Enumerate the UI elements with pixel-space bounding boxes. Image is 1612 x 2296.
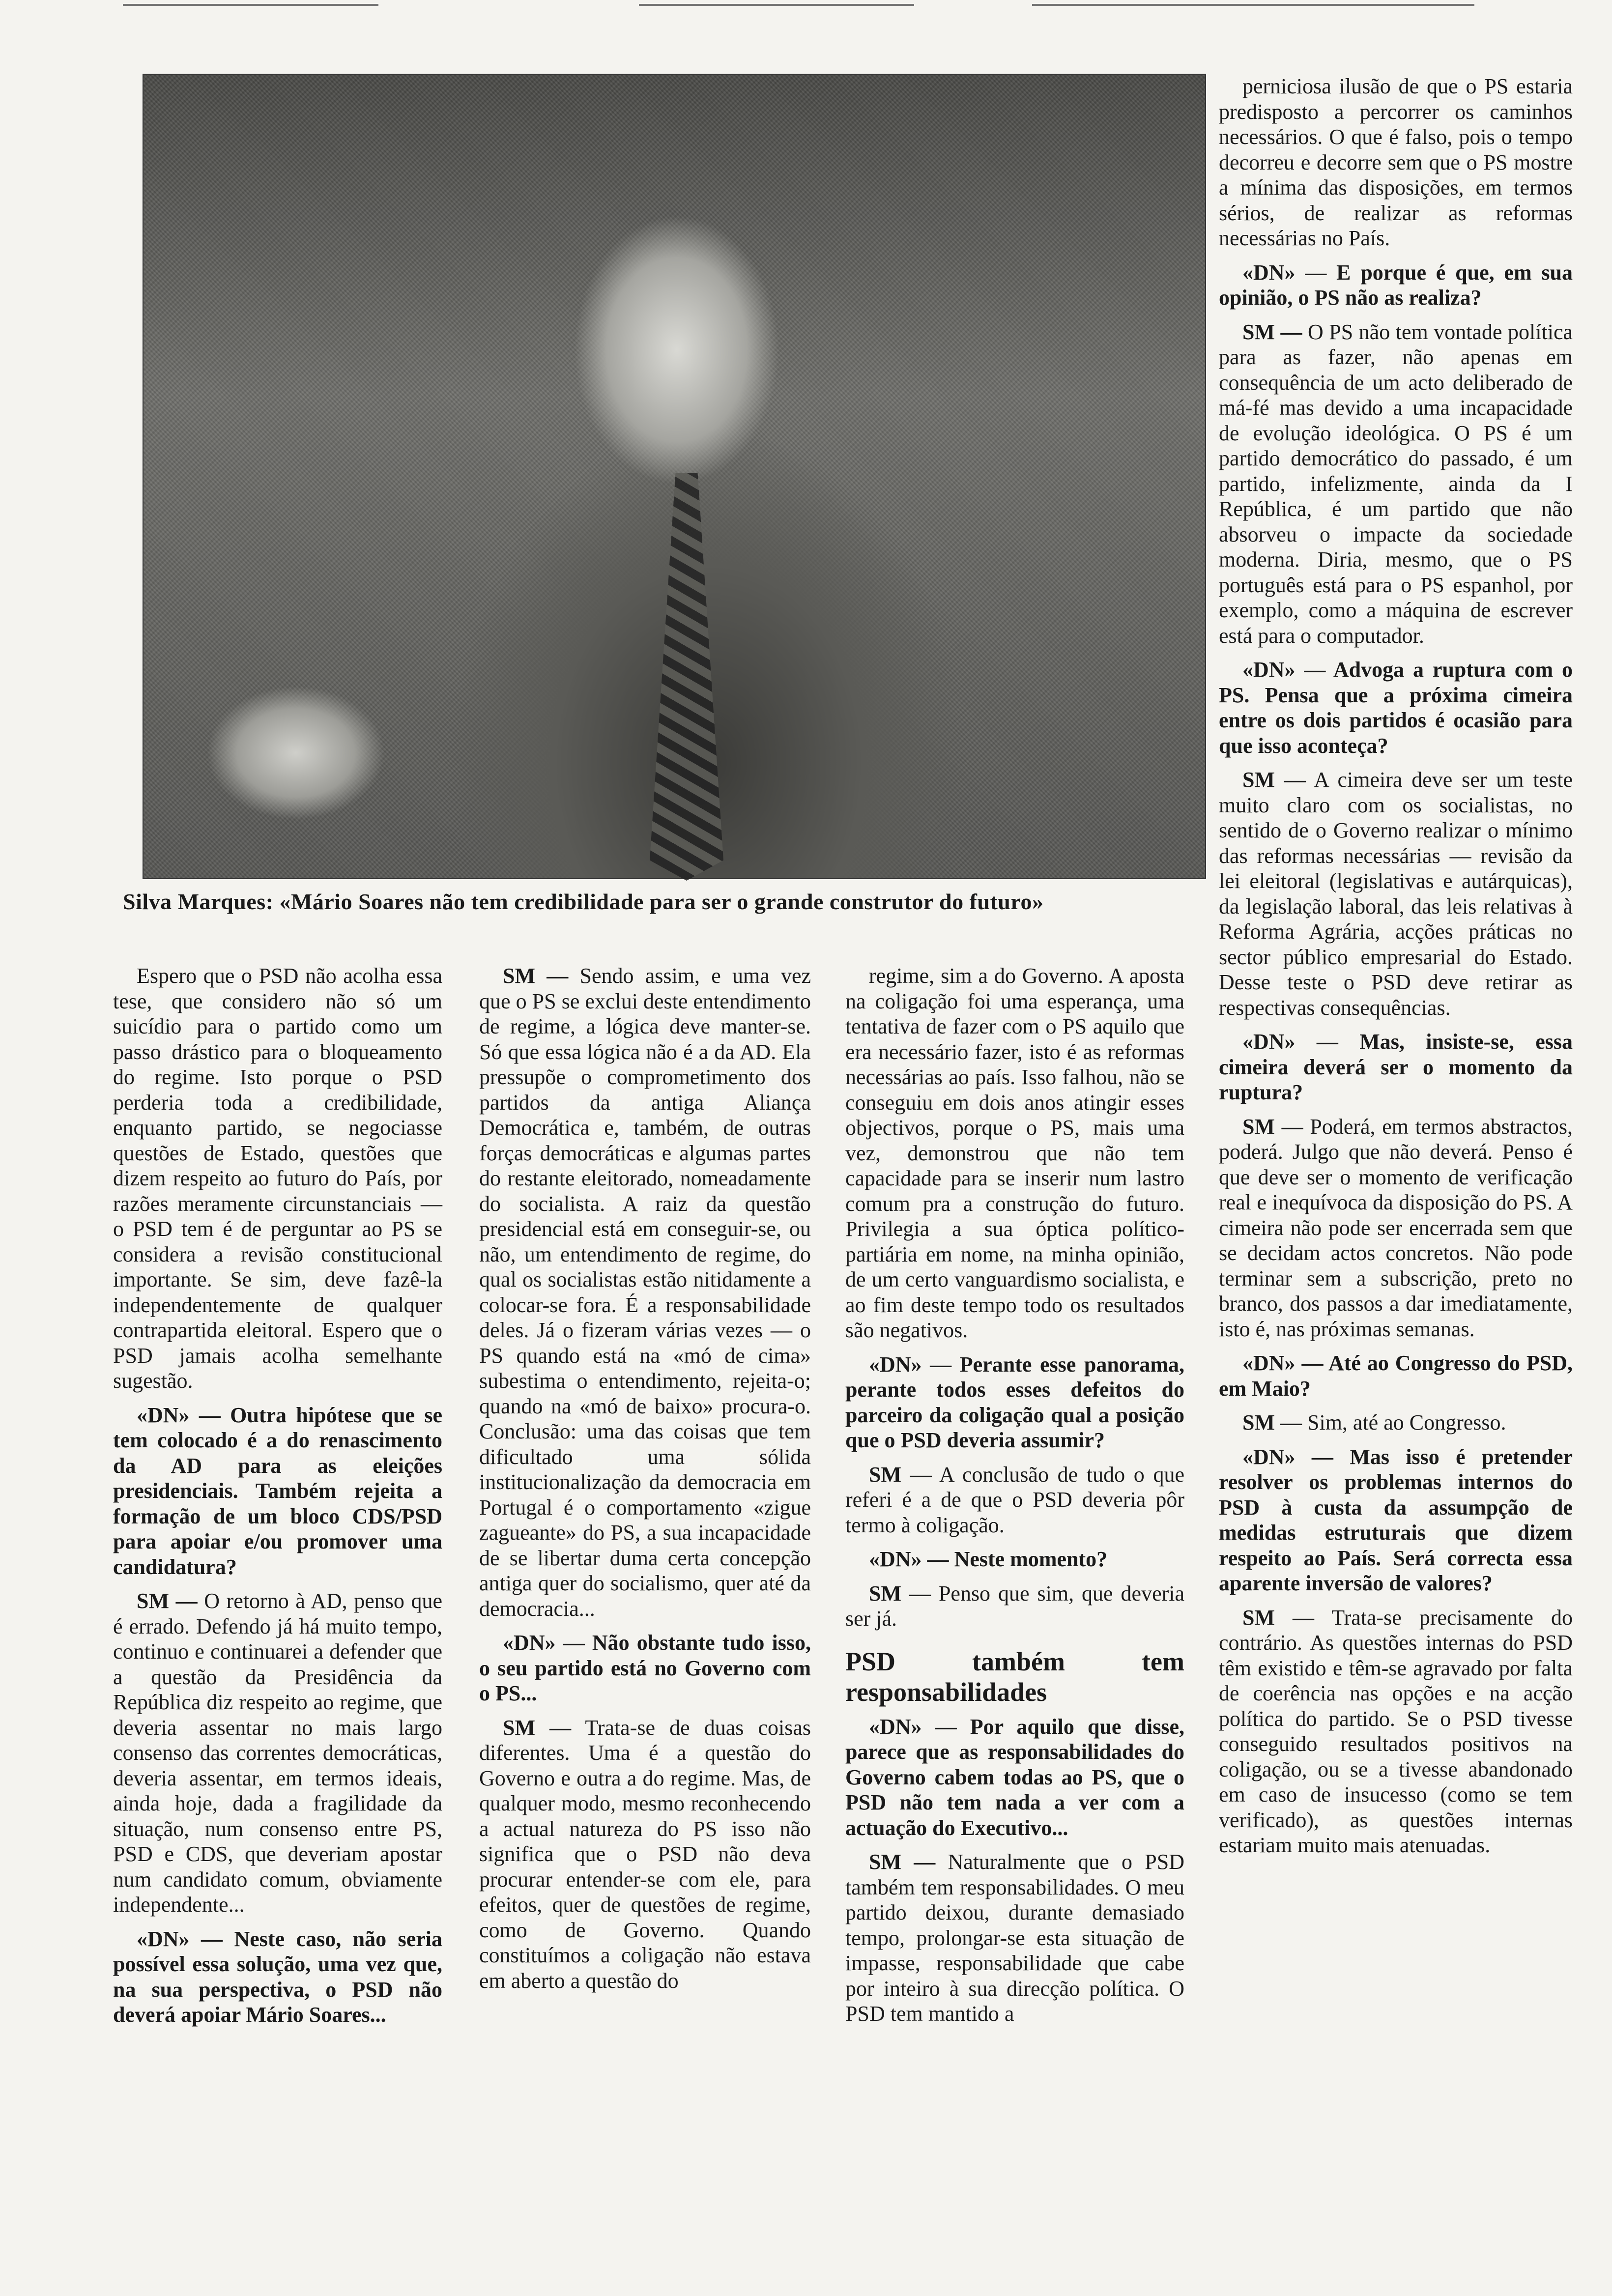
top-rule-2: [639, 4, 914, 6]
interview-paragraph: [113, 963, 442, 1394]
portrait-photo: [143, 74, 1206, 879]
paragraph-text: Perante esse panorama, perante todos esses defeitos do parceiro da coligação qual a posição que o PSD deveria assumir?: [845, 1352, 1184, 1452]
interview-paragraph: [113, 1588, 442, 1918]
article-column-4: [1219, 74, 1573, 1867]
speaker-label: SM —: [1242, 1410, 1302, 1435]
interview-question: [1219, 657, 1573, 758]
paragraph-text: Neste caso, não seria possível essa solução, uma vez que, na sua perspectiva, o PSD não deverá apoiar Mário Soares...: [113, 1926, 443, 2027]
paragraph-text: Trata-se precisamente do contrário. As questões internas do PSD têm existido e têm-se agravado por falta de coerência nas opções e na acção política do partido. Se o PSD tivesse conseguido resultados positivos na coligação, ou se a tivesse abandonado em caso de insucesso (como se tem verificado), as questões internas estariam muito mais atenuadas.: [1219, 1605, 1573, 1857]
section-subheading: PSD também tem responsabilidades: [845, 1646, 1184, 1707]
paragraph-text: Trata-se de duas coisas diferentes. Uma é a questão do Governo e outra a do regime. Mas, de qualquer modo, mesmo reconhecendo a actual natureza do PS isso não significa que o PSD não deva procurar entender-se com ele, para efeitos, quer de questões de regime, como de Governo. Quando constituímos a coligação não estava em aberto a questão do: [479, 1715, 811, 1993]
paragraph-text: A cimeira deve ser um teste muito claro com os socialistas, no sentido de o Governo realizar o mínimo das reformas necessárias — revisão da lei eleitoral (legislativas e autárquicas), da legislação laboral, das leis relativas à Reforma Agrária, acções práticas no sector público empresarial do Estado. Desse teste o PSD deve retirar as respectivas consequências.: [1219, 768, 1573, 1020]
paragraph-text: Por aquilo que disse, parece que as responsabilidades do Governo cabem todas ao PS, que o PSD não tem nada a ver com a actuação do Executivo...: [845, 1714, 1184, 1840]
paragraph-text: E porque é que, em sua opinião, o PS não as realiza?: [1219, 260, 1573, 310]
paragraph-text: Neste momento?: [954, 1547, 1108, 1571]
speaker-label: «DN» —: [1242, 260, 1327, 285]
interview-paragraph: [1219, 1605, 1573, 1858]
paragraph-text: Espero que o PSD não acolha essa tese, que considero não só um suicídio para o partido como um passo drástico para o bloqueamento do regime. Isto porque o PSD perderia toda a credibilidade, enquanto partido, se negociasse questões de Estado, questões que dizem respeito ao futuro do País, por razões meramente circunstanciais — o PSD tem é de perguntar ao PS se considera a revisão constitucional importante. Se sim, deve fazê-la independentemente de qualquer contrapartida eleitoral. Espero que o PSD jamais acolha semelhante sugestão.: [113, 964, 442, 1393]
interview-question: [1219, 260, 1573, 311]
paragraph-text: Mas, insiste-se, essa cimeira deverá ser o momento da ruptura?: [1219, 1030, 1573, 1104]
interview-paragraph: [845, 1849, 1184, 2027]
speaker-label: «DN» —: [869, 1714, 957, 1739]
paragraph-text: Naturalmente que o PSD também tem responsabilidades. O meu partido deixou, durante demasiado tempo, prolongar-se esta situação de impasse, responsabilidade que cabe por inteiro à sua direcção política. O PSD tem mantido a: [845, 1850, 1184, 2026]
speaker-label: «DN» —: [1242, 658, 1326, 682]
paragraph-text: Mas isso é pretender resolver os problemas internos do PSD à custa da assumpção de medidas estruturais que dizem respeito ao País. Será correcta essa aparente inversão de valores?: [1219, 1444, 1573, 1595]
interview-question: [845, 1547, 1184, 1572]
speaker-label: SM —: [1242, 1605, 1315, 1630]
article-column-1: [113, 963, 442, 2037]
speaker-label: SM —: [503, 1715, 572, 1740]
speaker-label: SM —: [869, 1581, 931, 1606]
article-column-2: [479, 963, 811, 2002]
interview-question: [113, 1926, 442, 2028]
interview-paragraph: [479, 1715, 811, 1994]
speaker-label: SM —: [503, 964, 569, 988]
speaker-label: «DN» —: [1242, 1444, 1333, 1469]
paragraph-text: regime, sim a do Governo. A aposta na coligação foi uma esperança, uma tentativa de fazer com o PS aquilo que era necessário fazer, isto é as reformas necessárias ao país. Isso falhou, não se conseguiu em dois anos atingir esses objectivos, porque o PS, mais uma vez, demonstrou que não tem capacidade para se inserir num lastro comum pra a construção do futuro. Privilegia a sua óptica político-partiária em nome, na minha opinião, de um certo vanguardismo socialista, e ao fim deste tempo todo os resultados são negativos.: [845, 964, 1184, 1342]
interview-paragraph: [845, 963, 1184, 1343]
paragraph-text: Sendo assim, e uma vez que o PS se exclui deste entendimento de regime, a lógica deve manter-se. Só que essa lógica não é a da AD. Ela pressupõe o comprometimento dos partidos da antiga Aliança Democrática e, também, de outras forças democráticas e algumas partes do restante eleitorado, nomeadamente do socialista. A raiz da questão presidencial está em conseguir-se, ou não, um entendimento de regime, do qual os socialistas estão nitidamente a colocar-se fora. É a responsabilidade deles. Já o fizeram várias vezes — o PS quando está na «mó de cima» subestima o entendimento, rejeita-o; quando na «mó de baixo» procura-o. Conclusão: uma das coisas que tem dificultado uma sólida institucionalização da democracia em Portugal é o comportamento «zigue zagueante» do PS, a sua incapacidade de se libertar duma certa concepção antiga quer do socialismo, quer até da democracia...: [479, 964, 811, 1621]
paragraph-text: Não obstante tudo isso, o seu partido está no Governo com o PS...: [479, 1631, 811, 1705]
speaker-label: SM —: [137, 1589, 198, 1613]
interview-paragraph: [1219, 1410, 1573, 1435]
interview-question: [1219, 1029, 1573, 1105]
paragraph-text: O retorno à AD, penso que é errado. Defendo já há muito tempo, continuo e continuarei a defender que a questão da Presidência da República diz respeito ao regime, que deveria assentar no mais largo consenso das correntes democráticas, deveria assentar, em termos ideais, ainda hoje, dada a fragilidade da situação, num consenso entre PS, PSD e CDS, que deveriam apostar num candidato comum, obviamente independente...: [113, 1589, 443, 1917]
paragraph-text: Outra hipótese que se tem colocado é a do renascimento da AD para as eleições presidenciais. Também rejeita a formação de um bloco CDS/PSD para apoiar e/ou promover uma candidatura?: [113, 1403, 443, 1579]
interview-paragraph: [845, 1462, 1184, 1538]
paragraph-text: Sim, até ao Congresso.: [1307, 1410, 1506, 1435]
paragraph-text: Advoga a ruptura com o PS. Pensa que a próxima cimeira entre os dois partidos é ocasião para que isso aconteça?: [1219, 658, 1573, 758]
paragraph-text: A conclusão de tudo o que referi é a de que o PSD deveria pôr termo à coligação.: [845, 1462, 1184, 1537]
interview-question: [1219, 1350, 1573, 1401]
photo-caption: Silva Marques: «Mário Soares não tem credibilidade para ser o grande construtor do futuro»: [123, 889, 1044, 914]
interview-question: [1219, 1444, 1573, 1596]
speaker-label: «DN» —: [869, 1547, 949, 1571]
paragraph-text: Poderá, em termos abstractos, poderá. Julgo que não deverá. Penso é que deve ser o momento de verificação real e inequívoca da disposição do PS. A cimeira não pode ser encerrada sem que se decidam actos concretos. Não pode terminar sem a subscrição, preto no branco, dos passos a dar imediatamente, isto é, nas próximas semanas.: [1219, 1114, 1573, 1341]
photo-tie-detail: [650, 473, 723, 881]
top-rule-3: [1032, 4, 1474, 6]
speaker-label: SM —: [869, 1462, 932, 1487]
interview-paragraph: [845, 1581, 1184, 1632]
paragraph-text: Penso que sim, que deveria ser já.: [845, 1581, 1185, 1631]
interview-question: [479, 1630, 811, 1706]
paragraph-text: perniciosa ilusão de que o PS estaria predisposto a percorrer os caminhos necessários. O que é falso, pois o tempo decorreu e decorre sem que o PS mostre a mínima das disposições, em termos sérios, de realizar as reformas necessárias no País.: [1219, 74, 1573, 250]
speaker-label: «DN» —: [137, 1403, 221, 1427]
speaker-label: SM —: [1242, 1114, 1303, 1139]
interview-question: [845, 1714, 1184, 1841]
paragraph-text: O PS não tem vontade política para as fazer, não apenas em consequência de um acto deliberado de má-fé mas devido a uma incapacidade de evolução ideológica. O PS é um partido democrático do passado, é um partido, infelizmente, ainda da I República, é um partido que não absorveu o impacte da sociedade moderna. Diria, mesmo, que o PS português está para o PS espanhol, por exemplo, como a máquina de escrever está para o computador.: [1219, 319, 1573, 648]
article-column-3: [845, 963, 1184, 2036]
interview-paragraph: [1219, 1114, 1573, 1342]
interview-paragraph: [1219, 319, 1573, 649]
interview-question: [113, 1403, 442, 1580]
speaker-label: SM —: [869, 1850, 936, 1874]
interview-paragraph: [479, 963, 811, 1621]
speaker-label: SM —: [1242, 768, 1306, 792]
speaker-label: «DN» —: [503, 1631, 585, 1655]
interview-paragraph: [1219, 767, 1573, 1020]
speaker-label: SM —: [1242, 319, 1302, 344]
speaker-label: «DN» —: [137, 1926, 223, 1951]
speaker-label: «DN» —: [1242, 1030, 1338, 1054]
interview-paragraph: [1219, 74, 1573, 251]
interview-question: [845, 1352, 1184, 1453]
top-rule-1: [123, 4, 378, 6]
paragraph-text: Até ao Congresso do PSD, em Maio?: [1219, 1351, 1573, 1401]
speaker-label: «DN» —: [1242, 1351, 1324, 1375]
speaker-label: «DN» —: [869, 1352, 952, 1377]
